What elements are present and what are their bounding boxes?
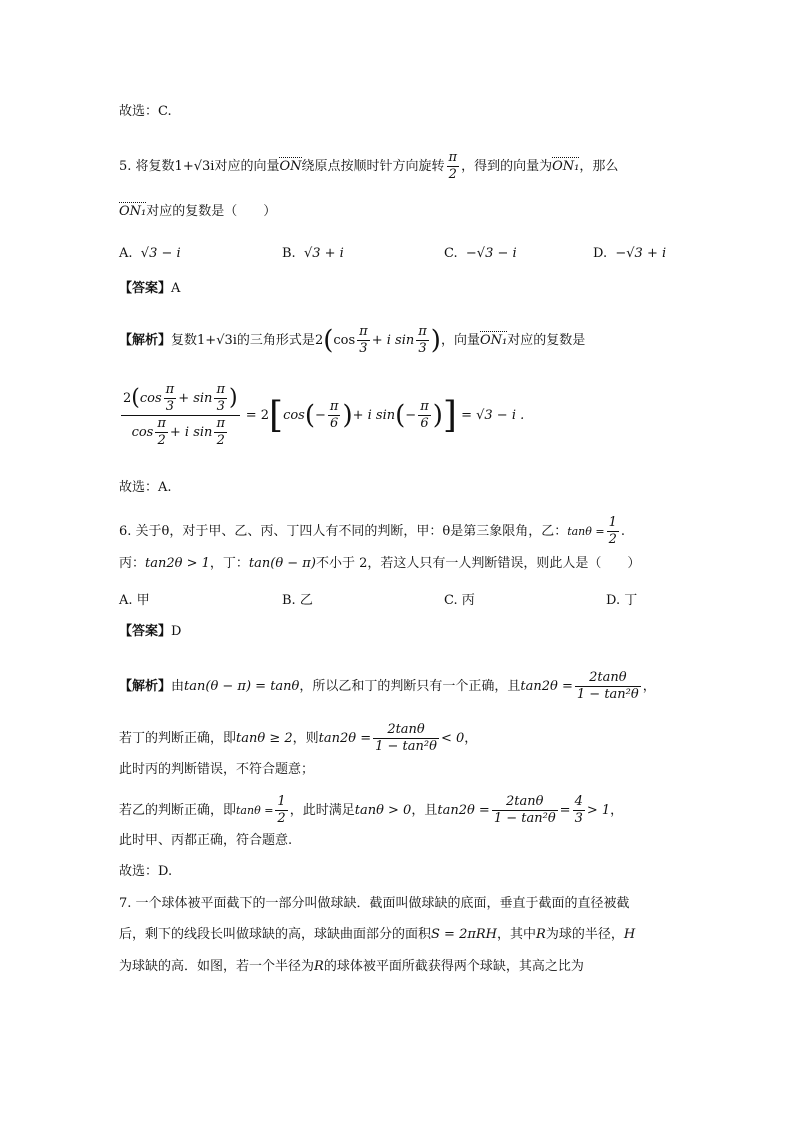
q7-line1: 7. 一个球体被平面截下的一部分叫做球缺．截面叫做球缺的底面，垂直于截面的直径被截 [119,896,630,911]
q6-option-a: A. 甲 [119,593,150,608]
q6-stem-line2: 丙：tan2θ > 1，丁：tan(θ − π)不小于 2，若这人只有一人判断错误，则此人是（ ） [119,556,641,571]
q6-stem-line1: 6. 关于θ，对于甲、乙、丙、丁四人有不同的判断，甲：θ是第三象限角，乙：tanθ = $\frac{1}{2}$ . [119,515,626,547]
q6-analysis-line5: 此时甲、丙都正确，符合题意. [119,833,293,848]
q5-answer: 【答案】A [119,281,181,296]
q5-option-c: C. −√3 − i [444,246,517,261]
q6-analysis-line3: 此时丙的判断错误，不符合题意； [119,762,315,777]
q7-line3: 为球缺的高．如图，若一个半径为R的球体被平面所截获得两个球缺，其高之比为 [119,959,584,974]
q5-option-a: A. √3 − i [119,246,181,261]
q5-option-b: B. √3 + i [282,246,344,261]
q5-stem-line2: ON₁对应的复数是（ ） [119,202,276,222]
q6-analysis-line4: 若乙的判断正确，即tanθ = $\frac{1}{2}$ ，此时满足tanθ > 0，且tan2θ = $\frac{2\tan\theta}{\text{1 − tan²θ}}$ = $\frac{4}{3}$ > 1， [119,794,624,826]
q6-guxuan: 故选：D. [119,864,173,879]
q7-line2: 后，剩下的线段长叫做球缺的高，球缺曲面部分的面积S = 2πRH，其中R为球的半径，H [119,927,636,942]
q5-guxuan: 故选：A. [119,480,172,495]
q6-answer: 【答案】D [119,624,182,639]
q5-option-d: D. −√3 + i [593,246,667,261]
prev-guxuan: 故选：C. [119,104,172,119]
q5-complex: 1+√3i [174,159,215,174]
q6-analysis-line1: 【解析】由tan(θ − π) = tanθ，所以乙和丁的判断只有一个正确，且tan2θ = $\frac{2\tan\theta}{\text{1 − tan²θ}}$ ， [119,670,656,702]
q5-vector-on1: ON₁ [552,157,579,177]
q5-analysis-line1: 【解析】复数1+√3i的三角形式是2(cos $\frac{\pi}{3}$ + i sin $\frac{\pi}{3}$ )，向量ON₁对应的复数是 [119,324,586,356]
q5-vector-on: ON [279,157,301,177]
q6-option-d: D. 丁 [606,593,638,608]
q6-analysis-line2: 若丁的判断正确，即tanθ ≥ 2，则tan2θ = $\frac{2\tan\theta}{\text{1 − tan²θ}}$ < 0， [119,722,478,754]
q5-equation: 2(cos $\frac{\pi}{3}$ + sin $\frac{\pi}{3}$ ) cos $\frac{\pi}{2}$ + i sin $\frac{\pi}{2}$ = 2[cos(− $\frac{\pi}{6}$ )+ i sin(− $\frac{\pi}{6}$ )] = √3 − i . [123,382,525,448]
q6-option-b: B. 乙 [282,593,313,608]
q5-angle-frac: $\frac{\pi}{2}$ [448,150,458,182]
q6-option-c: C. 丙 [444,593,475,608]
q5-stem-line1: 5. 将复数1+√3i对应的向量ON绕原点按顺时针方向旋转 $\frac{\pi}{2}$ ，得到的向量为ON₁，那么 [119,150,619,182]
